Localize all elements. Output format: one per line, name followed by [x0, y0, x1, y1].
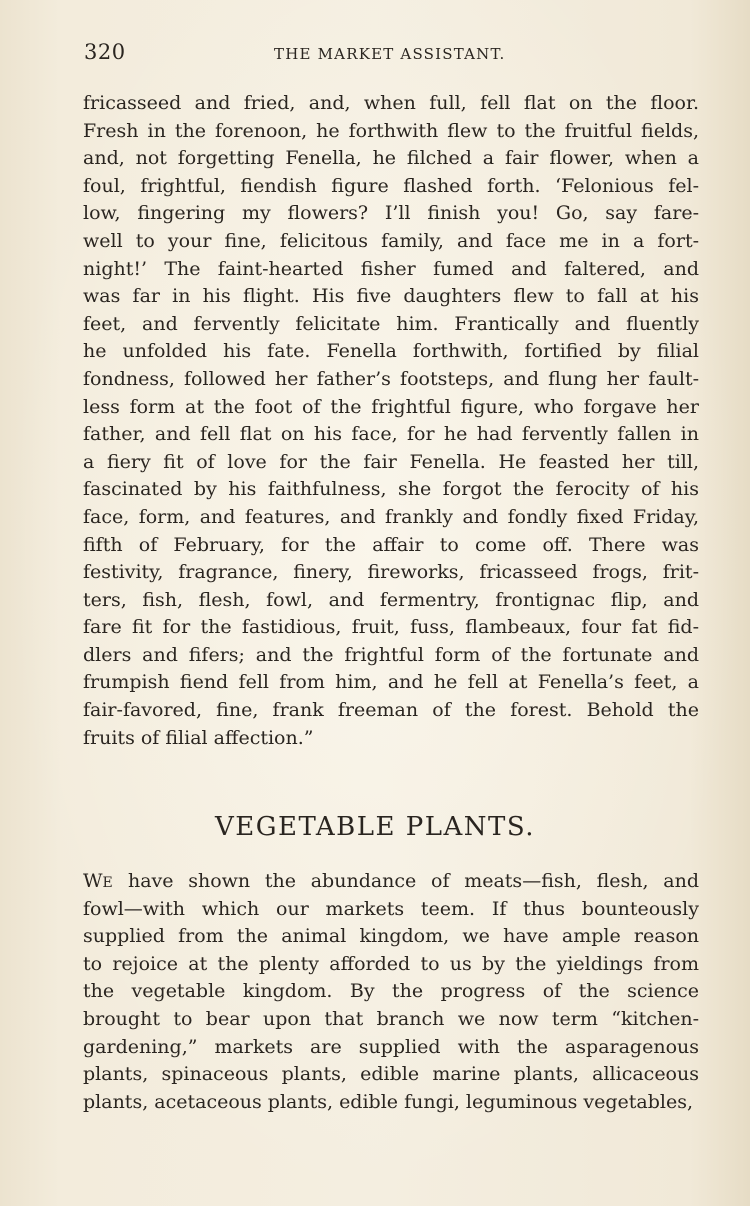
- text-line: was far in his flight. His five daughters flew to fall at his: [83, 285, 699, 308]
- text-line: fondness, followed her father’s footsteps, and flung her fault-: [83, 367, 699, 390]
- text-line: well to your fine, felicitous family, and face me in a fort-: [83, 229, 699, 252]
- text-line: plants, spinaceous plants, edible marine plants, allicaceous: [83, 1063, 699, 1086]
- text-line: fair-favored, fine, frank freeman of the forest. Behold the: [83, 699, 699, 722]
- text-line: festivity, fragrance, finery, fireworks, fricasseed frogs, frit-: [83, 561, 699, 584]
- text-line: ters, fish, flesh, fowl, and fermentry, frontignac flip, and: [83, 588, 699, 611]
- text-line: low, fingering my flowers? I’ll finish you! Go, say fare-: [83, 202, 699, 225]
- paragraph-vegetable-plants: [83, 868, 699, 1116]
- text-line: feet, and fervently felicitate him. Frantically and fluently: [83, 312, 699, 335]
- running-head: THE MARKET ASSISTANT.: [274, 45, 506, 63]
- text-line: he unfolded his fate. Fenella forthwith, fortified by filial: [83, 340, 699, 363]
- text-line: fascinated by his faithfulness, she forgot the ferocity of his: [83, 478, 699, 501]
- text-line: plants, acetaceous plants, edible fungi, leguminous vegetables,: [83, 1090, 694, 1113]
- page-number: 320: [84, 40, 126, 64]
- text-line: to rejoice at the plenty afforded to us by the yieldings from: [83, 952, 699, 975]
- text-line: fifth of February, for the affair to come off. There was: [83, 533, 699, 556]
- text-line: fowl—with which our markets teem. If thus bounteously: [83, 897, 699, 920]
- text-line: night!’ The faint-hearted fisher fumed and faltered, and: [83, 257, 699, 280]
- small-caps-text: E: [102, 875, 114, 891]
- text-line: and, not forgetting Fenella, he filched a fair flower, when a: [83, 147, 699, 170]
- text-line: gardening,” markets are supplied with the asparagenous: [83, 1035, 699, 1058]
- text-line: frumpish fiend fell from him, and he fell at Fenella’s feet, a: [83, 671, 699, 694]
- text-line: fruits of filial affection.”: [83, 726, 314, 749]
- text-line: supplied from the animal kingdom, we have ample reason: [83, 925, 699, 948]
- text-line: face, form, and features, and frankly and fondly fixed Friday,: [83, 505, 699, 528]
- text-line: the vegetable kingdom. By the progress of the science: [83, 980, 699, 1003]
- text-line: foul, frightful, fiendish figure flashed forth. ‘Felonious fel-: [83, 174, 699, 197]
- text-line: less form at the foot of the frightful figure, who forgave her: [83, 395, 699, 418]
- text-line: fare fit for the fastidious, fruit, fuss, flambeaux, four fat fid-: [83, 616, 699, 639]
- text-line: fricasseed and fried, and, when full, fell flat on the floor.: [83, 92, 699, 114]
- paragraph-fenella-story: [83, 90, 699, 752]
- section-title: VEGETABLE PLANTS.: [214, 812, 536, 842]
- text-line: father, and fell flat on his face, for he had fervently fallen in: [83, 423, 699, 446]
- text-line-first: [83, 868, 699, 896]
- text-line: dlers and fifers; and the frightful form of the fortunate and: [83, 643, 699, 666]
- text-line: brought to bear upon that branch we now term “kitchen-: [83, 1007, 699, 1030]
- initial-capital: W: [83, 870, 103, 892]
- page-header: [84, 40, 700, 70]
- text-line: a fiery fit of love for the fair Fenella. He feasted her till,: [83, 450, 699, 473]
- first-line-text: have shown the abundance of meats—fish, flesh, and: [113, 870, 699, 892]
- text-line: Fresh in the forenoon, he forthwith flew to the fruitful fields,: [83, 119, 699, 142]
